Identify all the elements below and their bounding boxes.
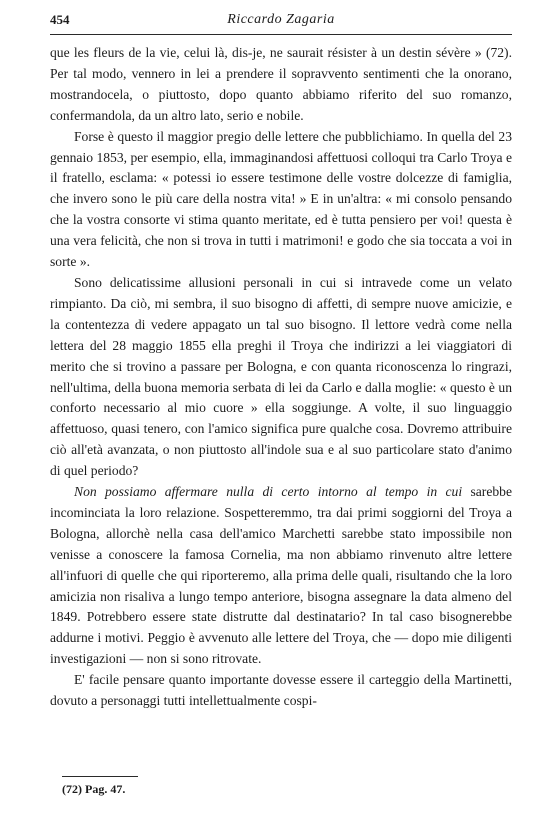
footnote-rule	[62, 776, 138, 777]
page-header	[50, 12, 512, 32]
body-text	[50, 43, 512, 712]
paragraph-4-italic-lead: Non possiamo affermare nulla di certo intorno al tempo in cui	[74, 484, 463, 500]
paragraph-4-text: sarebbe incominciata la loro relazione. Sospetteremmo, tra dai primi soggiorni del Troya a Bologna, allorchè nella casa dell'amico Marchetti sarebbe stato impossibile non venisse a conoscere la famosa Cornelia, ma non abbiamo rinvenuto altre lettere all'infuori di quelle che qui riporteremo, alla prima delle quali, risultando che la loro amicizia non risaliva a lungo tempo anteriore, bisogna assegnare la data almeno del 1849. Potrebbero essere state distrutte dal destinatario? In tal caso bisognerebbe addurne i motivi. Peggio è avvenuto alle lettere del Troya, che — dopo mie diligenti investigazioni — non si sono ritrovate.	[50, 484, 512, 667]
paragraph-1: que les fleurs de la vie, celui là, dis-je, ne saurait résister à un destin sévère » (72). Per tal modo, vennero in lei a prendere il sopravvento sentimenti che la onorano, mostrandocela, o piuttosto, dopo quanto abbiamo riferito del suo romanzo, confermandola, da un altro lato, serio e nobile.	[50, 45, 512, 123]
page-number: 454	[50, 12, 70, 27]
paragraph-2: Forse è questo il maggior pregio delle lettere che pubblichiamo. In quella del 23 gennaio 1853, per esempio, ella, immaginandosi affettuosi colloqui tra Carlo Troya e il fratello, esclama: « potessi io essere testimone delle vostre dolcezze di famiglia, che invero sono le più care della nostra vita! » E in un'altra: « mi consolo pensando che la vostra consorte vi stima quanto meritate, ed è tutta pensiero per voi! questa è una vera felicità, che non si trova in tutti i matrimoni! e godo che sia toccata a voi in sorte ».	[50, 128, 512, 270]
header-rule	[50, 34, 512, 35]
paragraph-4	[50, 482, 512, 670]
paragraph-5: E' facile pensare quanto importante dovesse essere il carteggio della Martinetti, dovuto a personaggi tutti intellettualmente cospi-	[50, 672, 512, 709]
footnote: (72) Pag. 47.	[62, 782, 126, 796]
running-head: Riccardo Zagaria	[227, 12, 335, 27]
paragraph-3: Sono delicatissime allusioni personali in cui si intravede come un velato rimpianto. Da ciò, mi sembra, il suo bisogno di affetti, di sempre nuove amicizie, e la contentezza di vedere appagato un tal suo bisogno. Il lettore vedrà come nella lettera del 28 maggio 1855 ella preghi il Troya che indirizzi a lei viaggiatori di merito che si trovino a passare per Bologna, e con quanta riconoscenza lo ringrazi, nell'ultima, della buona memoria serbata di lei da Carlo e dalla moglie: « questo è un conforto necessario al mio cuore » ella soggiunge. A volte, il suo linguaggio affettuoso, quasi tenero, con l'amico significa pure qualche cosa. Dovremo attribuire ciò all'età avanzata, o non piuttosto all'indole sua e al suo particolare stato d'animo di quel periodo?	[50, 274, 512, 479]
